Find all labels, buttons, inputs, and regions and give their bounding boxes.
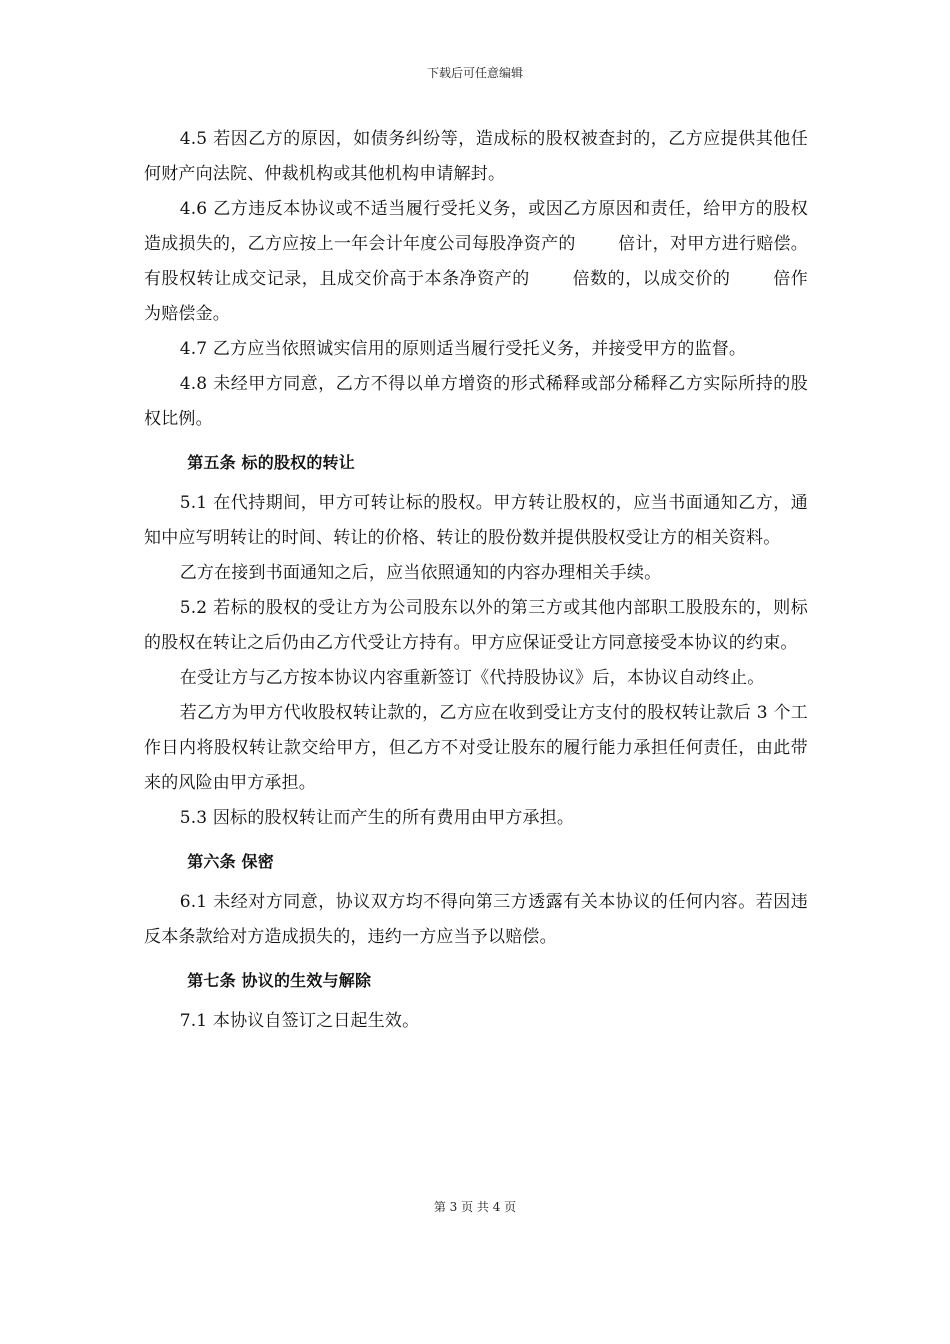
page-header: 下载后可任意编辑 [426, 66, 523, 80]
clause-5-2-renewal: 在受让方与乙方按本协议内容重新签订《代持股协议》后，本协议自动终止。 [179, 668, 765, 688]
clause-4-8: 4.8 未经甲方同意，乙方不得以单方增资的形式稀释或部分稀释乙方实际所持的股权比例。 [144, 374, 808, 429]
clause-4-6 [144, 192, 808, 332]
clause-4-6-part-d: 倍作为赔偿金。 [144, 269, 808, 324]
clause-5-2-payment: 若乙方为甲方代收股权转让款的，乙方应在收到受让方支付的股权转让款后 3 个工作日内将股权转让款交给甲方，但乙方不对受让股东的履行能力承担任何责任，由此带来的风险由甲方承担。 [144, 703, 808, 793]
clause-4-7: 4.7 乙方应当依照诚实信用的原则适当履行受托义务，并接受甲方的监督。 [179, 339, 747, 359]
clause-5-1-followup: 乙方在接到书面通知之后，应当依照通知的内容办理相关手续。 [179, 563, 662, 583]
clause-5-2: 5.2 若标的股权的受让方为公司股东以外的第三方或其他内部职工股股东的，则标的股权在转让之后仍由乙方代受让方持有。甲方应保证受让方同意接受本协议的约束。 [144, 598, 808, 653]
document-body [144, 122, 808, 1039]
article-7-title: 第七条 协议的生效与解除 [187, 971, 372, 990]
article-5-title: 第五条 标的股权的转让 [187, 453, 355, 472]
clause-4-6-part-c: 倍数的，以成交价的 [572, 269, 731, 289]
clause-7-1: 7.1 本协议自签订之日起生效。 [179, 1011, 420, 1031]
clause-4-6-part-b: 倍计，对甲方进行赔偿。有股权转让成交记录，且成交价高于本条净资产的 [144, 234, 808, 289]
clause-4-5: 4.5 若因乙方的原因，如债务纠纷等，造成标的股权被查封的，乙方应提供其他任何财产向法院、仲裁机构或其他机构申请解封。 [144, 129, 808, 184]
clause-6-1: 6.1 未经对方同意，协议双方均不得向第三方透露有关本协议的任何内容。若因违反本条款给对方造成损失的，违约一方应当予以赔偿。 [144, 892, 808, 947]
clause-5-1: 5.1 在代持期间，甲方可转让标的股权。甲方转让股权的，应当书面通知乙方，通知中应写明转让的时间、转让的价格、转让的股份数并提供股权受让方的相关资料。 [144, 493, 808, 548]
page-footer: 第 3 页 共 4 页 [433, 1200, 517, 1214]
article-6-title: 第六条 保密 [187, 852, 274, 871]
clause-4-6-part-a: 4.6 乙方违反本协议或不适当履行受托义务，或因乙方原因和责任，给甲方的股权造成损失的，乙方应按上一年会计年度公司每股净资产的 [144, 199, 808, 254]
clause-5-3: 5.3 因标的股权转让而产生的所有费用由甲方承担。 [179, 808, 575, 828]
